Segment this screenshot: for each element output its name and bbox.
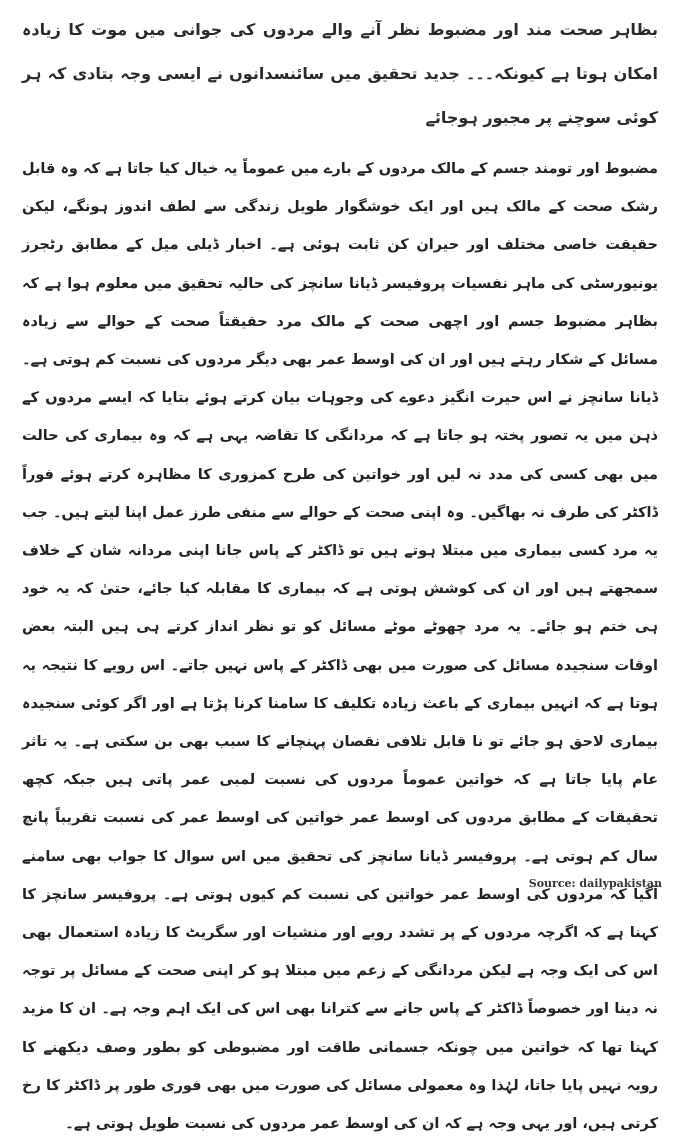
article-headline: بظاہر صحت مند اور مضبوط نظر آنے والے مردوں کی جوانی میں موت کا زیادہ امکان ہوتا ہے کیونکہ۔۔۔ جدید تحقیق میں سائنسدانوں نے ایسی وجہ بتادی کہ ہر کوئی سوچنے پر مجبور ہوجائے — [22, 20, 658, 127]
news-article — [22, 8, 658, 1143]
article-body: مضبوط اور تومند جسم کے مالک مردوں کے بارے میں عموماً یہ خیال کیا جاتا ہے کہ وہ قابل رشک صحت کے مالک ہیں اور ایک خوشگوار طویل زندگی سے لطف اندوز ہونگے، لیکن حقیقت خاصی مختلف اور حیران کن ثابت ہوئی ہے۔ اخبار ڈیلی میل کے مطابق رٹجرز یونیورسٹی کی ماہر نفسیات پروفیسر ڈیانا سانچز کی حالیہ تحقیق میں معلوم ہوا ہے کہ بظاہر مضبوط جسم اور اچھی صحت کے مالک مرد حقیقتاً صحت کے حوالے سے زیادہ مسائل کے شکار رہتے ہیں اور ان کی اوسط عمر بھی دیگر مردوں کی نسبت کم ہوتی ہے۔ ڈیانا سانچز نے اس حیرت انگیز دعوے کی وجوہات بیان کرتے ہوئے بتایا کہ ایسے مردوں کے ذہن میں یہ تصور پختہ ہو جاتا ہے کہ مردانگی کا تقاضہ یہی ہے کہ وہ بیماری کی حالت میں بھی کسی کی مدد نہ لیں اور خواتین کی طرح کمزوری کا مظاہرہ کرتے ہوئے فوراً ڈاکٹر کی طرف نہ بھاگیں۔ وہ اپنی صحت کے حوالے سے منفی طرز عمل اپنا لیتے ہیں۔ جب یہ مرد کسی بیماری میں مبتلا ہوتے ہیں تو ڈاکٹر کے پاس جانا اپنی مردانہ شان کے خلاف سمجھتے ہیں اور ان کی کوشش ہوتی ہے کہ بیماری کا مقابلہ کیا جائے، حتیٰ کہ یہ خود ہی ختم ہو جائے۔ یہ مرد چھوٹے موٹے مسائل کو تو نظر انداز کرتے ہی ہیں البتہ بعض اوقات سنجیدہ مسائل کی صورت میں بھی ڈاکٹر کے پاس نہیں جاتے۔ اس رویے کا نتیجہ یہ ہوتا ہے کہ انہیں بیماری کے باعث زیادہ تکلیف کا سامنا کرنا پڑتا ہے اور اگر کوئی سنجیدہ بیماری لاحق ہو جائے تو نا قابل تلافی نقصان پہنچانے کا سبب بھی بن سکتی ہے۔ یہ تاثر عام پایا جاتا ہے کہ خواتین عموماً مردوں کی نسبت لمبی عمر پاتی ہیں جبکہ کچھ تحقیقات کے مطابق مردوں کی اوسط عمر خواتین کی اوسط عمر کی نسبت تقریباً پانچ سال کم ہوتی ہے۔ پروفیسر ڈیانا سانچز کی تحقیق میں اس سوال کا جواب بھی سامنے آگیا کہ مردوں کی اوسط عمر خواتین کی نسبت کم کیوں ہوتی ہے۔ پروفیسر سانچز کا کہنا ہے کہ اگرچہ مردوں کے پر تشدد رویے اور منشیات اور سگریٹ کا زیادہ استعمال بھی اس کی ایک وجہ ہے لیکن مردانگی کے زعم میں مبتلا ہو کر اپنی صحت کے مسائل پر توجہ نہ دینا اور خصوصاً ڈاکٹر کے پاس جانے سے کترانا بھی اس کی ایک اہم وجہ ہے۔ ان کا مزید کہنا تھا کہ خواتین میں چونکہ جسمانی طاقت اور مضبوطی کو بطور وصف دیکھنے کا رویہ نہیں پایا جاتا، لہٰذا وہ معمولی مسائل کی صورت میں بھی فوری طور پر ڈاکٹر کا رخ کرتی ہیں، اور یہی وجہ ہے کہ ان کی اوسط عمر مردوں کی نسبت طویل ہوتی ہے۔ — [22, 161, 658, 1133]
source-credit: Source: dailypakistan — [528, 877, 662, 890]
